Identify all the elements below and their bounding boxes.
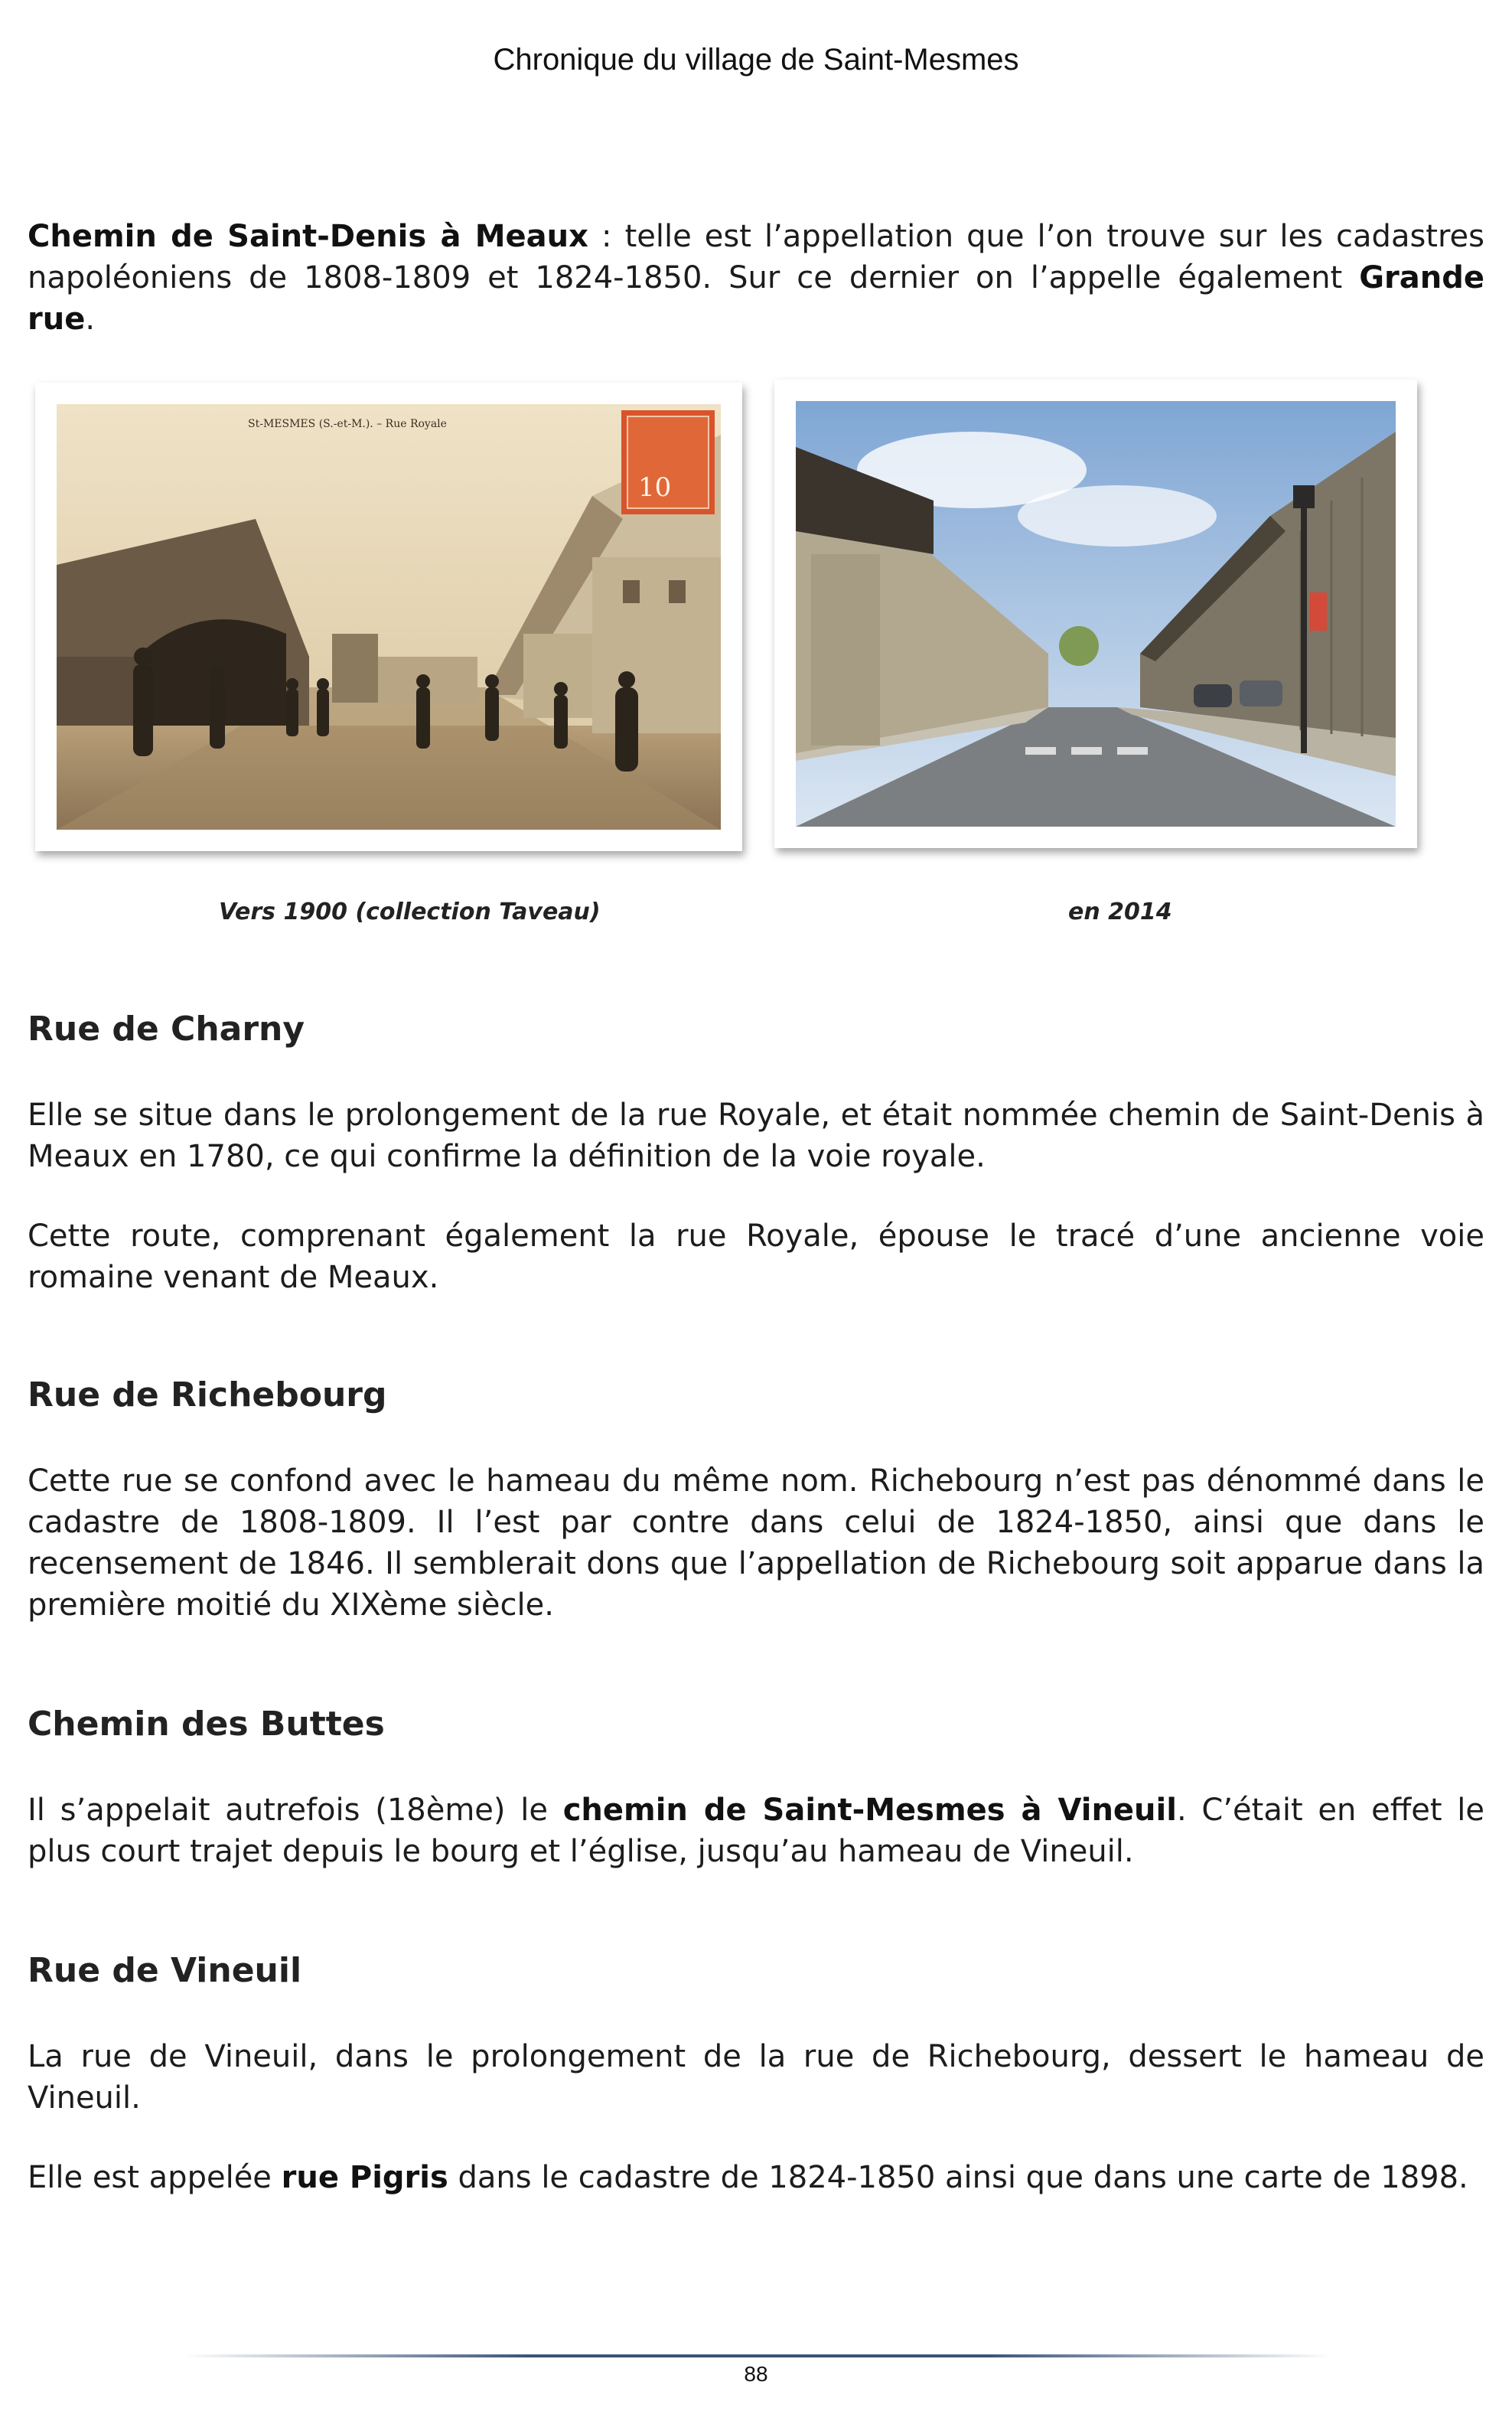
intro-bold-term: Chemin de Saint-Denis à Meaux <box>28 219 588 254</box>
caption-2014: en 2014 <box>1068 899 1172 925</box>
postcard-caption-text: St-MESMES (S.-et-M.). – Rue Royale <box>248 418 447 430</box>
vineuil-paragraph-2 <box>28 2157 1484 2198</box>
page-header-title: Chronique du village de Saint-Mesmes <box>493 43 1019 77</box>
footer-divider <box>184 2354 1331 2357</box>
caption-postcard: Vers 1900 (collection Taveau) <box>219 899 601 925</box>
buttes-text-b: . C’était en effet le plus court trajet depuis le bourg et l’église, jusqu’au hameau de Vineuil. <box>28 1793 1485 1869</box>
intro-paragraph <box>28 216 1484 340</box>
vineuil-text-b: dans le cadastre de 1824-1850 ainsi que dans une carte de 1898. <box>448 2160 1468 2195</box>
vineuil-bold-term: rue Pigris <box>281 2160 448 2195</box>
photo-street-2014 <box>774 380 1417 848</box>
heading-rue-de-richebourg: Rue de Richebourg <box>28 1375 387 1414</box>
vineuil-paragraph-1: La rue de Vineuil, dans le prolongement de la rue de Richebourg, dessert le hameau de Vineuil. <box>28 2039 1484 2116</box>
vineuil-text-a: Elle est appelée <box>28 2160 282 2195</box>
charny-paragraph-1: Elle se situe dans le prolongement de la rue Royale, et était nommée chemin de Saint-Denis à Meaux en 1780, ce qui confirme la définition de la voie royale. <box>28 1098 1484 1174</box>
intro-end: . <box>85 302 96 337</box>
heading-rue-de-vineuil: Rue de Vineuil <box>28 1951 302 1990</box>
stamp-value: 10 <box>638 472 672 503</box>
richebourg-paragraph-1: Cette rue se confond avec le hameau du même nom. Richebourg n’est pas dénommé dans le cadastre de 1808-1809. Il l’est par contre dans celui de 1824-1850, ainsi que dans le recensement de 1846. Il semblerait dons que l’appellation de Richebourg soit apparue dans la première moitié du XIXème siècle. <box>28 1463 1484 1623</box>
buttes-paragraph-1 <box>28 1790 1484 1872</box>
intro-bold-term-2: Grande rue <box>28 260 1484 337</box>
charny-paragraph-2: Cette route, comprenant également la rue Royale, épouse le tracé d’une ancienne voie romaine venant de Meaux. <box>28 1219 1484 1295</box>
heading-chemin-des-buttes: Chemin des Buttes <box>28 1705 385 1744</box>
buttes-bold-term: chemin de Saint-Mesmes à Vineuil <box>562 1793 1177 1828</box>
street-image <box>796 401 1396 827</box>
intro-text: : telle est l’appellation que l’on trouve sur les cadastres napoléoniens de 1808-1809 et 1824-1850. Sur ce dernier on l’appelle également <box>28 219 1484 295</box>
heading-rue-de-charny: Rue de Charny <box>28 1010 305 1049</box>
postcard-image <box>57 404 721 830</box>
photo-postcard-1900 <box>35 383 742 851</box>
buttes-text-a: Il s’appelait autrefois (18ème) le <box>28 1793 563 1828</box>
page-number: 88 <box>744 2362 768 2386</box>
